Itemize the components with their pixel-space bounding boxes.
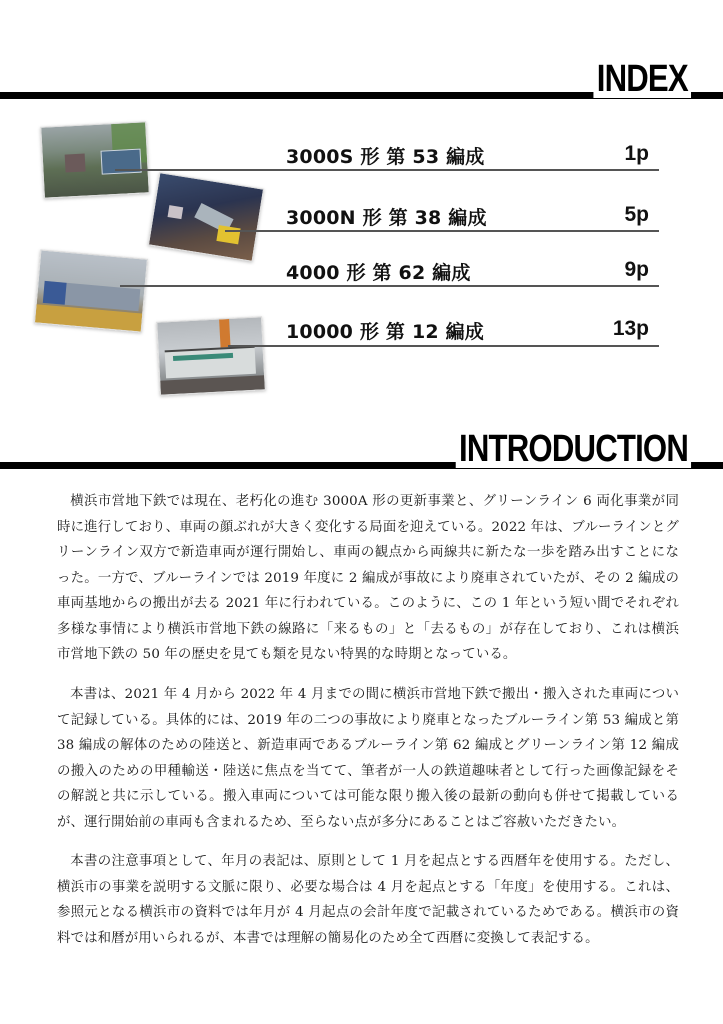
- toc-entry[interactable]: [0, 140, 723, 180]
- toc-entry[interactable]: [0, 198, 723, 238]
- introduction-section-header: [0, 428, 723, 472]
- toc-entry-label[interactable]: 4000 形 第 62 編成: [286, 262, 471, 284]
- toc-entry-page[interactable]: 13p: [612, 317, 649, 340]
- index-title: INDEX: [593, 60, 691, 98]
- paragraph-text: 本書は、2021 年 4 月から 2022 年 4 月までの間に横浜市営地下鉄で搬出・搬入された車両について記録している。具体的には、2019 年の二つの事故により廃車となったブルーライン第 53 編成と第 38 編成の解体のための陸送と、新造車両であるブルーライン第 62 編成とグリーンライン第 12 編成の搬入のための甲種輸送・陸送に焦点を当てて、筆者が一人の鉄道趣味者として行った画像記録をその解説と共に示している。搬入車両については可能な限り搬入後の最新の動向も併せて掲載しているが、運行開始前の車両も含まれるため、至らない点が多分にあることはご容赦いただきたい。: [57, 687, 679, 830]
- toc-entry-label[interactable]: 10000 形 第 12 編成: [286, 321, 485, 343]
- toc-entry[interactable]: [0, 314, 723, 354]
- toc-leader-line: [228, 345, 659, 347]
- toc-entry-page[interactable]: 5p: [624, 203, 649, 226]
- toc-entry-label[interactable]: 3000N 形 第 38 編成: [286, 207, 487, 229]
- toc-leader-line: [225, 230, 659, 232]
- introduction-paragraph: [57, 682, 679, 835]
- toc-leader-line: [115, 169, 659, 171]
- toc-entry-page[interactable]: 9p: [624, 258, 649, 281]
- toc-entry[interactable]: [0, 256, 723, 296]
- toc-entry-page[interactable]: 1p: [624, 142, 649, 165]
- toc-leader-line: [120, 285, 659, 287]
- introduction-paragraph: [57, 849, 679, 951]
- paragraph-text: 本書の注意事項として、年月の表記は、原則として 1 月を起点とする西暦年を使用する。ただし、横浜市の事業を説明する文脈に限り、必要な場合は 4 月を起点とする「年度」を使用する。これは、参照元となる横浜市の資料では年月が 4 月起点の会計年度で記載されているためである。横浜市の資料では和暦が用いられるが、本書では理解の簡易化のため全て西暦に変換して表記する。: [57, 854, 679, 946]
- toc-entry-label[interactable]: 3000S 形 第 53 編成: [286, 146, 485, 168]
- index-section-header: [0, 60, 723, 100]
- introduction-paragraph: [57, 489, 679, 668]
- introduction-title: INTRODUCTION: [455, 430, 691, 468]
- paragraph-text: 横浜市営地下鉄では現在、老朽化の進む 3000A 形の更新事業と、グリーンライン 6 両化事業が同時に進行しており、車両の顔ぶれが大きく変化する局面を迎えている。2022 年は、ブルーラインとグリーンライン双方で新造車両が運行開始し、車両の観点から両線共に新たな一歩を踏み出すことになった。一方で、ブルーラインでは 2019 年度に 2 編成が事故により廃車されていたが、その 2 編成の車両基地からの搬出が去る 2021 年に行われている。このように、この 1 年という短い間でそれぞれ多様な事情により横浜市営地下鉄の線路に「来るもの」と「去るもの」が存在しており、これは横浜市営地下鉄の 50 年の歴史を見ても類を見ない特異的な時期となっている。: [57, 494, 679, 662]
